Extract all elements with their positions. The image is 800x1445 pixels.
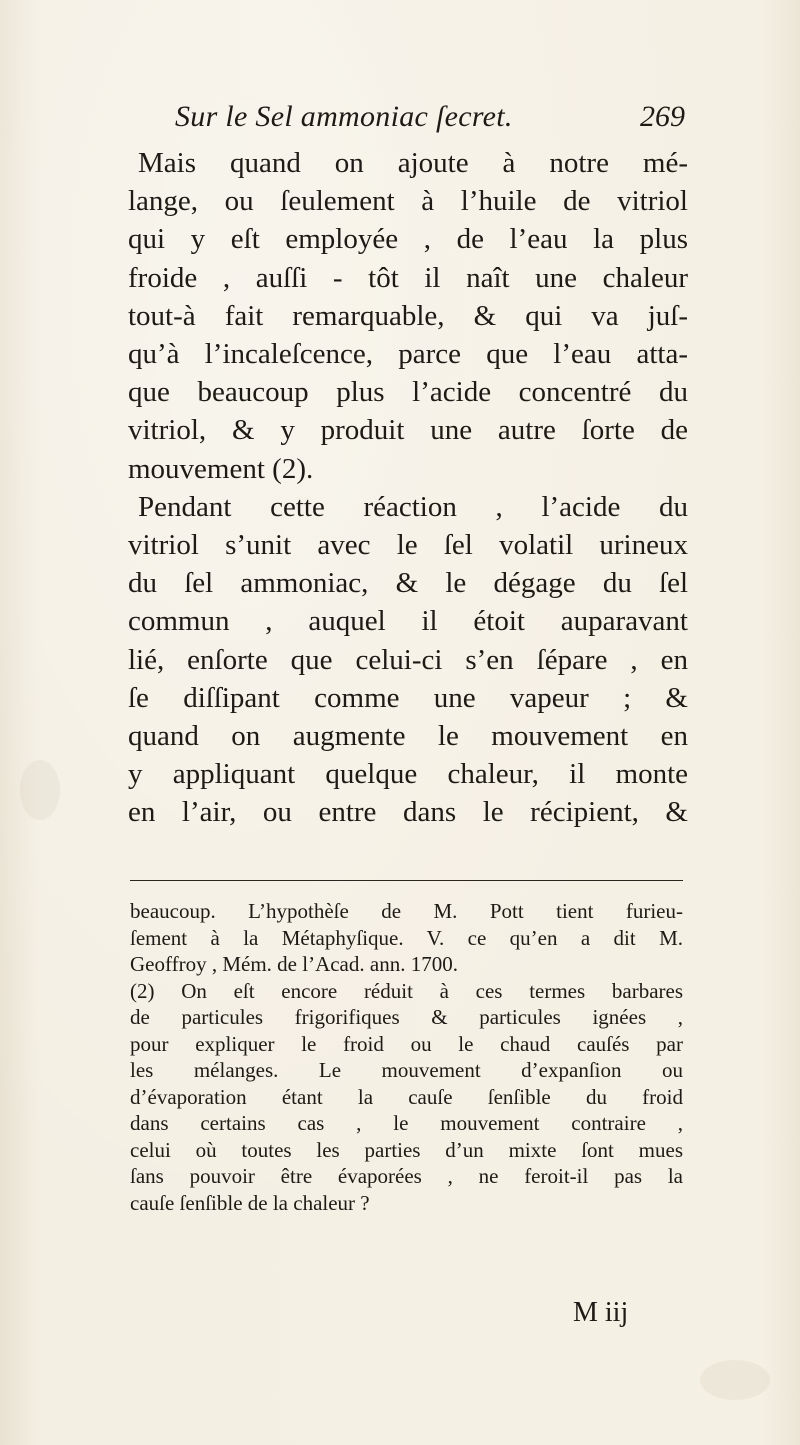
page-number: 269 [640, 100, 685, 133]
text-line: y appliquant quelque chaleur, il monte [128, 758, 688, 791]
footnote-line: (2) On eſt encore réduit à ces termes barbares [130, 978, 683, 1003]
text-line: ſe diſſipant comme une vapeur ; & [128, 681, 688, 714]
footnote-line: Geoffroy , Mém. de l’Acad. ann. 1700. [130, 952, 458, 976]
footnote-rule [130, 880, 683, 881]
text-line: Pendant cette réaction , l’acide du [138, 490, 688, 523]
text-line: en l’air, ou entre dans le récipient, & [128, 796, 688, 829]
text-line: vitriol, & y produit une autre ſorte de [128, 414, 688, 447]
footnote-line: dans certains cas , le mouvement contraire , [130, 1111, 683, 1135]
text-line: commun , auquel il étoit auparavant [128, 605, 688, 638]
footnote-line: ſans pouvoir être évaporées , ne feroit-il pas la [130, 1164, 683, 1188]
signature-mark: M iij [573, 1297, 629, 1328]
paper-stain [20, 760, 60, 820]
text-line: que beaucoup plus l’acide concentré du [128, 376, 688, 409]
footnotes [130, 898, 683, 1216]
running-title: Sur le Sel ammoniac ſecret. [175, 100, 513, 133]
text-line: Mais quand on ajoute à notre mé- [138, 147, 688, 179]
page-header [175, 100, 685, 144]
footnote-line: ſement à la Métaphyſique. V. ce qu’en a dit M. [130, 925, 683, 950]
footnote-line: cauſe ſenſible de la chaleur ? [130, 1190, 370, 1215]
footnote-line: pour expliquer le froid ou le chaud cauſés par [130, 1031, 683, 1056]
footnote-line: beaucoup. L’hypothèſe de M. Pott tient furieu- [130, 899, 683, 923]
text-line: quand on augmente le mouvement en [128, 720, 688, 753]
text-line: qui y eſt employée , de l’eau la plus [128, 223, 688, 256]
footnote-line: de particules frigorifiques & particules ignées , [130, 1005, 683, 1029]
paper-stain [700, 1360, 770, 1400]
text-line: lié, enſorte que celui-ci s’en ſépare , en [128, 643, 688, 676]
text-line: vitriol s’unit avec le ſel volatil urineux [128, 529, 688, 562]
text-line: qu’à l’incaleſcence, parce que l’eau atta- [128, 338, 688, 371]
text-line: mouvement (2). [128, 452, 314, 485]
footnote-line: d’évaporation étant la cauſe ſenſible du froid [130, 1084, 683, 1109]
text-line: du ſel ammoniac, & le dégage du ſel [128, 567, 688, 600]
main-text [128, 144, 688, 832]
text-line: tout-à fait remarquable, & qui va juſ- [128, 299, 688, 332]
footnote-line: les mélanges. Le mouvement d’expanſion ou [130, 1058, 683, 1082]
text-line: lange, ou ſeulement à l’huile de vitriol [128, 185, 688, 218]
footnote-line: celui où toutes les parties d’un mixte ſont mues [130, 1137, 683, 1162]
text-line: froide , auſſi - tôt il naît une chaleur [128, 261, 688, 294]
